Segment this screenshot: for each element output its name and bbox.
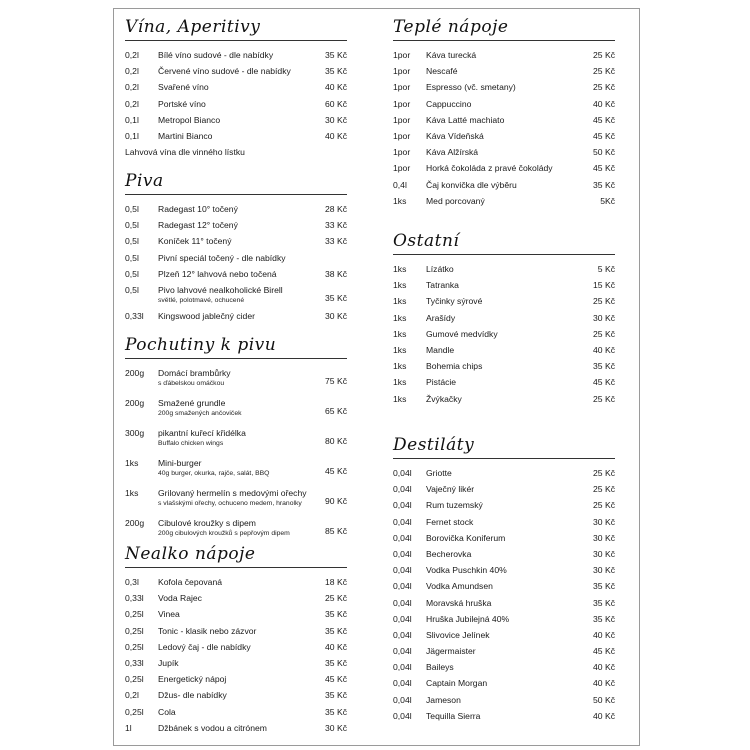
menu-item xyxy=(393,96,623,112)
item-name: Hruška Jubilejná 40% xyxy=(426,613,510,624)
item-price: 90 Kč xyxy=(325,496,347,506)
section-heading: Piva xyxy=(125,171,164,191)
item-price: 35 Kč xyxy=(593,613,615,624)
menu-item xyxy=(393,310,623,326)
item-price: 50 Kč xyxy=(593,694,615,705)
item-name: Pivní speciál točený - dle nabídky xyxy=(158,252,286,263)
item-name: Captain Morgan xyxy=(426,678,488,689)
menu-item xyxy=(393,326,623,342)
item-name-text: Mini-burger xyxy=(158,458,202,468)
item-name: Tequilla Sierra xyxy=(426,710,481,721)
item-quantity: 0,04l xyxy=(393,678,412,689)
item-quantity: 1por xyxy=(393,163,411,174)
section-heading: Teplé nápoje xyxy=(393,17,509,37)
item-quantity: 0,5l xyxy=(125,236,139,247)
heading-rule xyxy=(125,40,347,41)
section-heading: Pochutiny k pivu xyxy=(125,335,277,355)
section-pochutiny xyxy=(125,334,355,545)
item-name: Slivovice Jelínek xyxy=(426,629,490,640)
menu-item xyxy=(393,578,623,594)
item-quantity: 0,04l xyxy=(393,662,412,673)
item-quantity: 1ks xyxy=(393,361,407,372)
item-name: Koníček 11° točený xyxy=(158,236,232,247)
item-name: Cappuccino xyxy=(426,98,472,109)
item-name: Martini Bianco xyxy=(158,130,213,141)
item-price: 33 Kč xyxy=(325,236,347,247)
item-name: Červené víno sudové - dle nabídky xyxy=(158,66,291,77)
item-price: 40 Kč xyxy=(593,98,615,109)
item-quantity: 1por xyxy=(393,50,411,60)
item-price: 65 Kč xyxy=(325,406,347,416)
item-name-text: Smažené grundle xyxy=(158,398,226,408)
menu-item xyxy=(125,96,355,112)
section-teple xyxy=(393,16,623,209)
section-vina xyxy=(125,16,355,160)
item-quantity: 0,04l xyxy=(393,500,412,511)
item-quantity: 1ks xyxy=(393,344,407,355)
menu-item xyxy=(125,704,355,720)
item-price: 40 Kč xyxy=(593,710,615,721)
item-quantity: 0,33l xyxy=(125,657,144,668)
menu-item xyxy=(125,217,355,233)
menu-item xyxy=(393,675,623,691)
item-quantity: 0,25l xyxy=(125,706,144,717)
item-price: 5 Kč xyxy=(597,264,615,274)
item-quantity: 1por xyxy=(393,98,411,109)
item-price: 30 Kč xyxy=(325,114,347,125)
item-quantity: 0,2l xyxy=(125,66,139,77)
item-name: Rum tuzemský xyxy=(426,500,483,511)
item-name xyxy=(158,365,231,388)
item-price: 80 Kč xyxy=(325,436,347,446)
item-name: Metropol Bianco xyxy=(158,114,221,125)
item-quantity: 0,04l xyxy=(393,565,412,576)
item-name xyxy=(158,515,290,538)
item-quantity: 0,2l xyxy=(125,50,139,60)
menu-item xyxy=(125,112,355,128)
menu-item xyxy=(125,655,355,671)
menu-item xyxy=(125,201,355,217)
menu-item xyxy=(125,47,355,63)
menu-item xyxy=(125,671,355,687)
item-quantity: 200g xyxy=(125,398,145,408)
item-price: 35 Kč xyxy=(325,66,347,77)
item-quantity: 1ks xyxy=(125,458,139,468)
item-name: Ledový čaj - dle nabídky xyxy=(158,641,251,652)
item-price: 25 Kč xyxy=(593,66,615,77)
item-quantity: 200g xyxy=(125,368,145,378)
item-name: Borovička Koniferum xyxy=(426,532,506,543)
item-price: 40 Kč xyxy=(593,629,615,640)
item-price: 38 Kč xyxy=(325,268,347,279)
item-name: Griotte xyxy=(426,468,452,478)
item-price: 45 Kč xyxy=(593,377,615,388)
heading-rule xyxy=(125,194,347,195)
item-price: 15 Kč xyxy=(593,280,615,291)
menu-item xyxy=(125,687,355,703)
item-name: Jägermaister xyxy=(426,646,476,657)
item-description: 40g burger, okurka, rajče, salát, BBQ xyxy=(158,470,270,477)
item-name: Džus- dle nabídky xyxy=(158,690,227,701)
item-price: 45 Kč xyxy=(593,114,615,125)
menu-item xyxy=(125,590,355,606)
menu-item xyxy=(393,692,623,708)
menu-item xyxy=(393,63,623,79)
item-price: 45 Kč xyxy=(325,674,347,685)
menu-item xyxy=(125,365,355,395)
item-quantity: 0,04l xyxy=(393,468,412,478)
item-price: 35 Kč xyxy=(325,706,347,717)
item-name: Plzeň 12° lahvová nebo točená xyxy=(158,268,277,279)
item-description: s ďábelskou omáčkou xyxy=(158,380,225,387)
menu-item xyxy=(393,193,623,209)
item-name-text: Pivo lahvové nealkoholické Birell xyxy=(158,284,283,295)
item-price: 25 Kč xyxy=(593,468,615,478)
item-name: Káva Vídeňská xyxy=(426,130,484,141)
menu-item xyxy=(125,425,355,455)
item-name: Bílé víno sudové - dle nabídky xyxy=(158,50,274,60)
item-price: 35 Kč xyxy=(325,690,347,701)
menu-item xyxy=(125,63,355,79)
item-quantity: 0,33l xyxy=(125,593,144,604)
item-name: Horká čokoláda z pravé čokolády xyxy=(426,163,553,174)
item-name: Becherovka xyxy=(426,548,472,559)
item-quantity: 1por xyxy=(393,114,411,125)
item-price: 30 Kč xyxy=(593,548,615,559)
item-description: světlé, polotmavé, ochucené xyxy=(158,296,245,304)
item-quantity: 1ks xyxy=(393,328,407,339)
menu-item xyxy=(393,659,623,675)
item-price: 40 Kč xyxy=(325,641,347,652)
menu-item xyxy=(393,391,623,407)
item-price: 75 Kč xyxy=(325,376,347,386)
item-quantity: 0,25l xyxy=(125,625,144,636)
menu-item xyxy=(393,79,623,95)
item-price: 85 Kč xyxy=(325,526,347,536)
item-quantity: 0,04l xyxy=(393,629,412,640)
menu-item xyxy=(393,374,623,390)
menu-item xyxy=(393,595,623,611)
menu-item xyxy=(393,708,623,724)
item-quantity: 1l xyxy=(125,722,132,733)
item-price: 35 Kč xyxy=(593,581,615,592)
section-heading: Destiláty xyxy=(393,435,475,455)
item-price: 35 Kč xyxy=(325,50,347,60)
item-price: 35 Kč xyxy=(325,609,347,620)
menu-item xyxy=(393,47,623,63)
menu-item xyxy=(393,611,623,627)
item-name-text: Cibulové kroužky s dipem xyxy=(158,518,256,528)
menu-item xyxy=(393,514,623,530)
item-name-text: pikantní kuřecí křidélka xyxy=(158,428,246,438)
item-price: 45 Kč xyxy=(593,163,615,174)
item-price: 35 Kč xyxy=(593,361,615,372)
menu-item xyxy=(125,639,355,655)
item-quantity: 0,5l xyxy=(125,204,139,214)
item-price: 5Kč xyxy=(600,195,615,206)
item-price: 30 Kč xyxy=(325,310,347,321)
item-name xyxy=(158,282,283,305)
menu-item xyxy=(393,177,623,193)
item-name: Arašídy xyxy=(426,312,456,323)
menu-item xyxy=(125,455,355,485)
item-price: 45 Kč xyxy=(593,646,615,657)
item-price: 35 Kč xyxy=(325,625,347,636)
item-price: 35 Kč xyxy=(325,657,347,668)
section-heading: Nealko nápoje xyxy=(125,544,256,564)
item-quantity: 0,2l xyxy=(125,98,139,109)
item-quantity: 1por xyxy=(393,66,411,77)
wine-list-note: Lahvová vína dle vinného lístku xyxy=(125,147,245,158)
item-description: s vlašskými ořechy, ochuceno medem, hranolky xyxy=(158,500,302,507)
menu-item xyxy=(393,530,623,546)
menu-item xyxy=(393,358,623,374)
item-quantity: 0,2l xyxy=(125,690,139,701)
item-name: Mandle xyxy=(426,344,455,355)
item-price: 45 Kč xyxy=(325,466,347,476)
item-name: Vaječný likér xyxy=(426,484,475,495)
menu-item xyxy=(393,277,623,293)
menu-item xyxy=(393,144,623,160)
heading-rule xyxy=(393,458,615,459)
item-quantity: 0,5l xyxy=(125,284,139,295)
item-name: Kingswood jablečný cider xyxy=(158,310,255,321)
item-quantity: 0,4l xyxy=(393,179,407,190)
item-price: 50 Kč xyxy=(593,147,615,158)
menu-item xyxy=(393,465,623,481)
item-quantity: 0,04l xyxy=(393,581,412,592)
item-name-text: Grilovaný hermelín s medovými ořechy xyxy=(158,488,307,498)
item-price: 28 Kč xyxy=(325,204,347,214)
item-name: Káva Latté machiato xyxy=(426,114,505,125)
item-name: Káva turecká xyxy=(426,50,477,60)
item-name: Med porcovaný xyxy=(426,195,485,206)
item-price: 25 Kč xyxy=(593,50,615,60)
item-quantity: 0,5l xyxy=(125,252,139,263)
item-quantity: 1ks xyxy=(125,488,139,498)
item-quantity: 1por xyxy=(393,147,411,158)
item-price: 25 Kč xyxy=(593,393,615,404)
menu-item xyxy=(393,128,623,144)
item-name: Vodka Amundsen xyxy=(426,581,493,592)
item-price: 25 Kč xyxy=(325,593,347,604)
item-price: 40 Kč xyxy=(325,82,347,93)
item-quantity: 1ks xyxy=(393,195,407,206)
item-quantity: 0,1l xyxy=(125,130,139,141)
item-price: 45 Kč xyxy=(593,130,615,141)
item-name: Bohemia chips xyxy=(426,361,483,372)
item-name: Jameson xyxy=(426,694,461,705)
item-name-text: Domácí brambůrky xyxy=(158,368,231,378)
item-quantity: 0,04l xyxy=(393,694,412,705)
menu-item xyxy=(393,643,623,659)
item-description: Buffalo chicken wings xyxy=(158,440,224,447)
item-quantity: 0,04l xyxy=(393,597,412,608)
item-quantity: 0,04l xyxy=(393,532,412,543)
item-name: Jupík xyxy=(158,657,179,668)
menu-item xyxy=(125,308,355,324)
item-name: Radegast 12° točený xyxy=(158,220,238,231)
item-name: Moravská hruška xyxy=(426,597,492,608)
item-name: Fernet stock xyxy=(426,516,474,527)
item-quantity: 0,1l xyxy=(125,114,139,125)
menu-item xyxy=(125,623,355,639)
item-name xyxy=(158,485,307,508)
section-heading: Ostatní xyxy=(393,231,460,251)
heading-rule xyxy=(393,254,615,255)
item-price: 35 Kč xyxy=(593,597,615,608)
menu-item xyxy=(125,266,355,282)
section-nealko xyxy=(125,543,355,736)
item-name: Čaj konvička dle výběru xyxy=(426,179,517,190)
item-name xyxy=(158,395,242,418)
menu-item xyxy=(393,627,623,643)
item-price: 30 Kč xyxy=(593,312,615,323)
menu-item xyxy=(393,261,623,277)
item-quantity: 0,04l xyxy=(393,516,412,527)
item-price: 30 Kč xyxy=(593,516,615,527)
item-quantity: 1ks xyxy=(393,264,407,274)
menu-item xyxy=(125,606,355,622)
item-name: Džbánek s vodou a citrónem xyxy=(158,722,267,733)
item-price: 25 Kč xyxy=(593,484,615,495)
heading-rule xyxy=(125,567,347,568)
section-destilaty xyxy=(393,434,623,724)
item-quantity: 300g xyxy=(125,428,145,438)
item-quantity: 0,3l xyxy=(125,577,139,587)
menu-item xyxy=(393,546,623,562)
item-price: 25 Kč xyxy=(593,328,615,339)
item-price: 30 Kč xyxy=(593,532,615,543)
heading-rule xyxy=(125,358,347,359)
menu-item xyxy=(125,515,355,545)
item-name: Lízátko xyxy=(426,264,454,274)
item-price: 60 Kč xyxy=(325,98,347,109)
item-name: Gumové medvídky xyxy=(426,328,498,339)
item-name: Voda Rajec xyxy=(158,593,202,604)
menu-item xyxy=(393,342,623,358)
menu-item xyxy=(125,395,355,425)
item-name: Tatranka xyxy=(426,280,459,291)
item-name: Tonic - klasik nebo zázvor xyxy=(158,625,257,636)
menu-item xyxy=(125,79,355,95)
item-quantity: 1ks xyxy=(393,280,407,291)
item-name: Svařené víno xyxy=(158,82,209,93)
section-ostatni xyxy=(393,230,623,407)
item-description: 200g cibulových kroužků s pepřovým dipem xyxy=(158,530,290,537)
item-quantity: 0,2l xyxy=(125,82,139,93)
item-quantity: 0,25l xyxy=(125,641,144,652)
item-price: 35 Kč xyxy=(325,292,347,303)
item-quantity: 0,04l xyxy=(393,646,412,657)
menu-item xyxy=(125,720,355,736)
menu-item xyxy=(393,481,623,497)
menu-item xyxy=(393,112,623,128)
item-quantity: 0,25l xyxy=(125,609,144,620)
item-price: 25 Kč xyxy=(593,296,615,307)
item-price: 40 Kč xyxy=(593,678,615,689)
menu-item xyxy=(393,293,623,309)
item-price: 25 Kč xyxy=(593,82,615,93)
menu-item xyxy=(125,282,355,308)
menu-item xyxy=(393,160,623,176)
item-quantity: 0,04l xyxy=(393,710,412,721)
item-price: 33 Kč xyxy=(325,220,347,231)
menu-item xyxy=(125,574,355,590)
item-quantity: 0,04l xyxy=(393,484,412,495)
item-quantity: 0,25l xyxy=(125,674,144,685)
item-quantity: 1ks xyxy=(393,393,407,404)
item-name: Radegast 10° točený xyxy=(158,204,238,214)
item-quantity: 0,5l xyxy=(125,268,139,279)
menu-item xyxy=(125,485,355,515)
item-price: 40 Kč xyxy=(325,130,347,141)
item-name: Vodka Puschkin 40% xyxy=(426,565,507,576)
heading-rule xyxy=(393,40,615,41)
item-price: 35 Kč xyxy=(593,179,615,190)
item-name: Káva Alžírská xyxy=(426,147,479,158)
item-name: Portské víno xyxy=(158,98,206,109)
item-price: 40 Kč xyxy=(593,662,615,673)
item-name: Žvýkačky xyxy=(426,393,462,404)
item-name: Nescafé xyxy=(426,66,458,77)
menu-item xyxy=(125,233,355,249)
item-quantity: 1por xyxy=(393,130,411,141)
item-quantity: 0,33l xyxy=(125,310,144,321)
item-price: 18 Kč xyxy=(325,577,347,587)
item-quantity: 1ks xyxy=(393,377,407,388)
item-name: Baileys xyxy=(426,662,454,673)
item-price: 30 Kč xyxy=(325,722,347,733)
item-quantity: 1por xyxy=(393,82,411,93)
item-quantity: 0,04l xyxy=(393,613,412,624)
item-quantity: 200g xyxy=(125,518,145,528)
section-piva xyxy=(125,170,355,324)
item-quantity: 1ks xyxy=(393,296,407,307)
item-name: Vinea xyxy=(158,609,180,620)
item-name xyxy=(158,425,246,448)
menu-item xyxy=(125,128,355,144)
menu-item xyxy=(393,562,623,578)
item-description: 200g smažených ančoviček xyxy=(158,410,242,417)
item-name: Cola xyxy=(158,706,176,717)
item-name: Tyčinky sýrové xyxy=(426,296,483,307)
item-price: 40 Kč xyxy=(593,344,615,355)
item-name xyxy=(158,455,269,478)
item-name: Espresso (vč. smetany) xyxy=(426,82,516,93)
section-heading: Vína, Aperitivy xyxy=(125,17,261,37)
item-name: Kofola čepovaná xyxy=(158,577,223,587)
item-quantity: 0,04l xyxy=(393,548,412,559)
menu-item xyxy=(125,250,355,266)
item-name: Pistácie xyxy=(426,377,457,388)
item-quantity: 0,5l xyxy=(125,220,139,231)
item-price: 30 Kč xyxy=(593,565,615,576)
item-quantity: 1ks xyxy=(393,312,407,323)
menu-item xyxy=(393,497,623,513)
item-price: 25 Kč xyxy=(593,500,615,511)
item-name: Energetický nápoj xyxy=(158,674,227,685)
